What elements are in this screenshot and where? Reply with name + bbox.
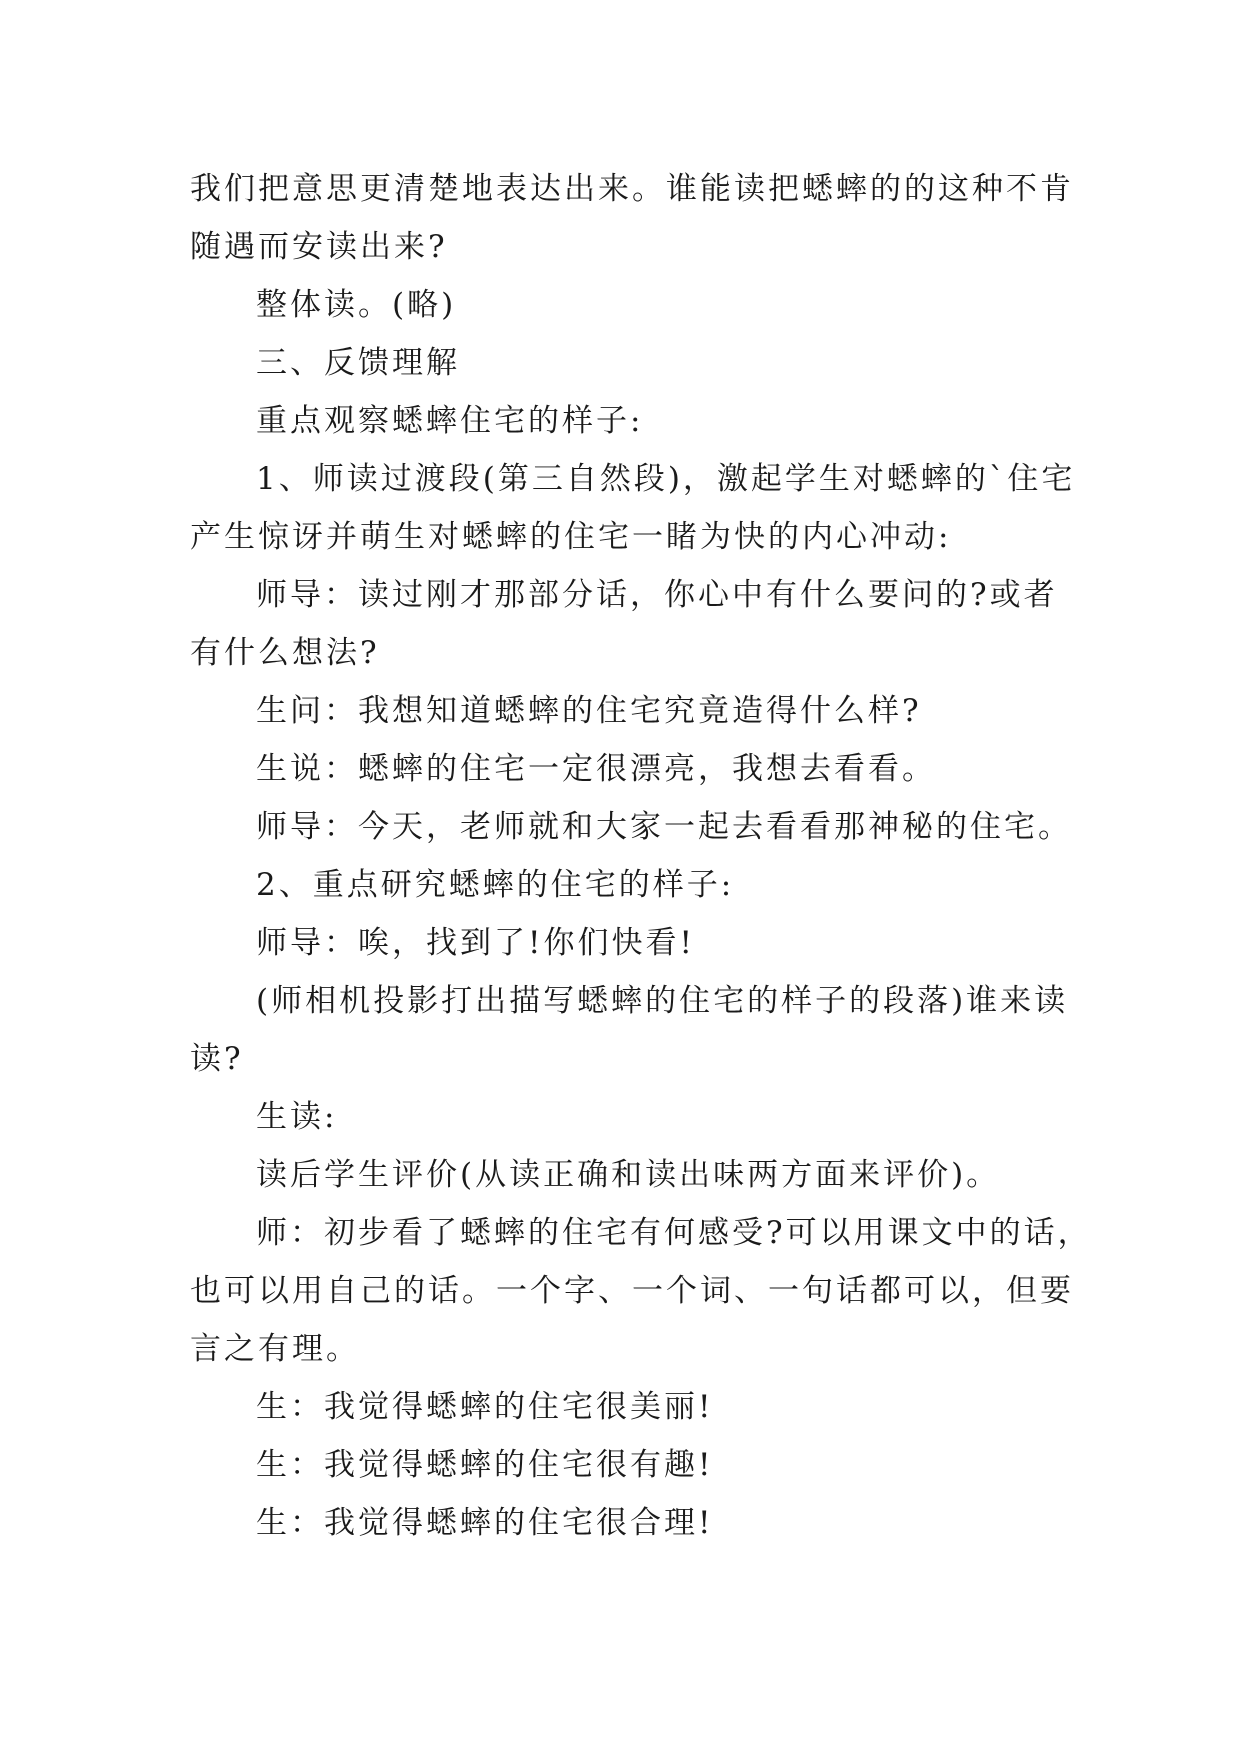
text-line: 随遇而安读出来? [190, 229, 448, 265]
text-line: 生：我觉得蟋蟀的住宅很合理! [256, 1505, 714, 1541]
text-line: 师导：今天，老师就和大家一起去看看那神秘的住宅。 [256, 809, 1072, 845]
text-line: 生：我觉得蟋蟀的住宅很美丽! [256, 1389, 714, 1425]
text-line: 产生惊讶并萌生对蟋蟀的住宅一睹为快的内心冲动: [190, 519, 952, 555]
text-line: 也可以用自己的话。一个字、一个词、一句话都可以，但要 [190, 1273, 1074, 1309]
section-heading: 三、反馈理解 [256, 345, 460, 381]
text-line: 2、重点研究蟋蟀的住宅的样子: [256, 867, 735, 903]
text-line: (师相机投影打出描写蟋蟀的住宅的样子的段落)谁来读 [256, 983, 1069, 1019]
text-line: 生问：我想知道蟋蟀的住宅究竟造得什么样? [256, 693, 922, 729]
text-line: 生：我觉得蟋蟀的住宅很有趣! [256, 1447, 714, 1483]
text-line: 读后学生评价(从读正确和读出味两方面来评价)。 [256, 1157, 1001, 1193]
text-line: 师导：唉，找到了!你们快看! [256, 925, 695, 961]
text-line: 1、师读过渡段(第三自然段)，激起学生对蟋蟀的`住宅 [256, 461, 1076, 497]
text-line: 生说：蟋蟀的住宅一定很漂亮，我想去看看。 [256, 751, 936, 787]
text-line: 师导：读过刚才那部分话，你心中有什么要问的?或者 [256, 577, 1058, 613]
text-line: 整体读。(略) [256, 287, 457, 323]
text-line: 言之有理。 [190, 1331, 360, 1367]
document-body [190, 160, 1092, 1552]
text-line: 有什么想法? [190, 635, 380, 671]
text-line: 重点观察蟋蟀住宅的样子: [256, 403, 644, 439]
text-line: 我们把意思更清楚地表达出来。谁能读把蟋蟀的的这种不肯 [190, 171, 1074, 207]
text-line: 生读: [256, 1099, 338, 1135]
text-line: 读? [190, 1041, 244, 1077]
text-line: 师：初步看了蟋蟀的住宅有何感受?可以用课文中的话， [256, 1215, 1092, 1251]
